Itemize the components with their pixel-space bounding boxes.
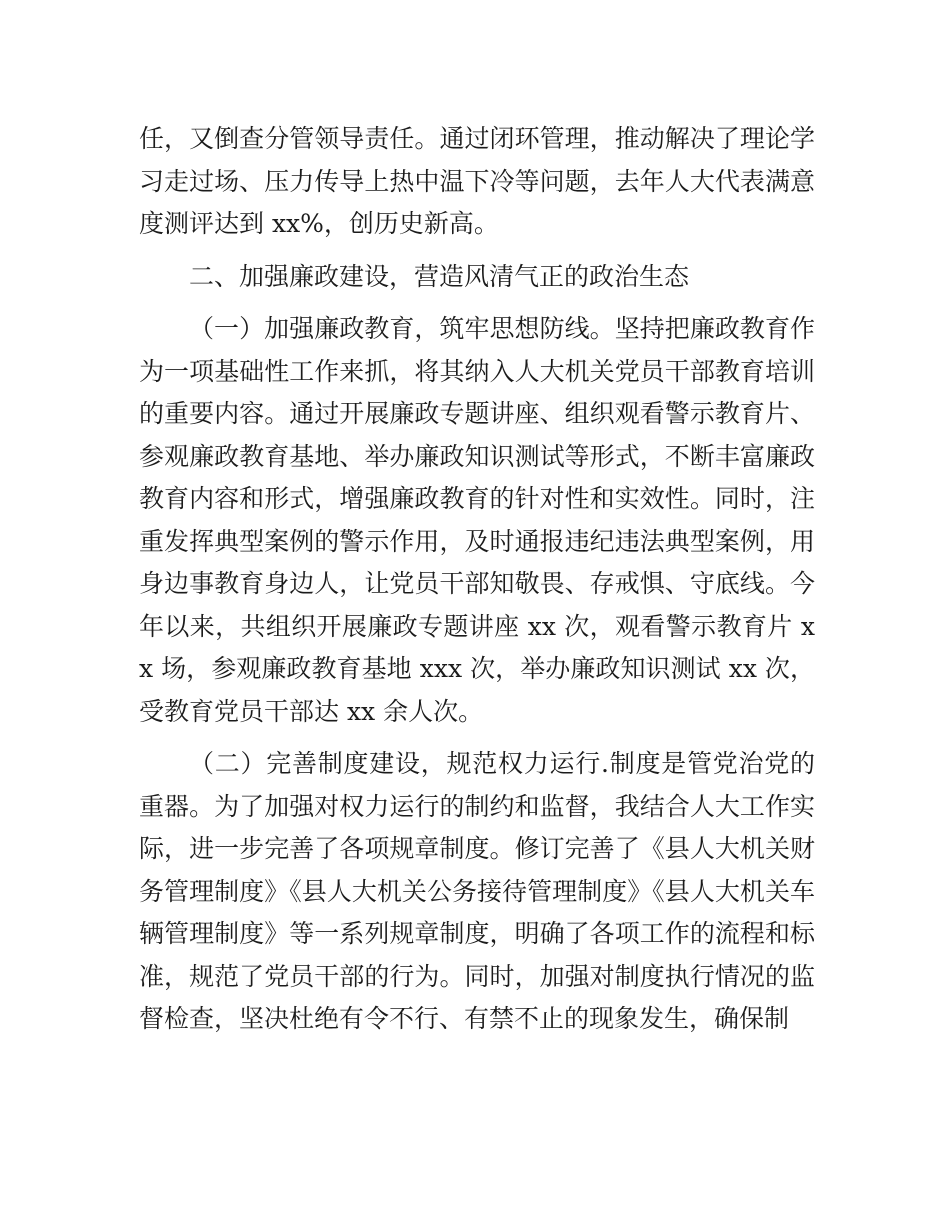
paragraph-continuation: 任，又倒查分管领导责任。通过闭环管理，推动解决了理论学习走过场、压力传导上热中温下冷等问题，去年人大代表满意度测评达到 xx%，创历史新高。 — [139, 124, 815, 238]
document-body — [139, 118, 815, 1041]
paragraph-sub-item-1: （一）加强廉政教育，筑牢思想防线。坚持把廉政教育作为一项基础性工作来抓，将其纳入人大机关党员干部教育培训的重要内容。通过开展廉政专题讲座、组织观看警示教育片、参观廉政教育基地、举办廉政知识测试等形式，不断丰富廉政教育内容和形式，增强廉政教育的针对性和实效性。同时，注重发挥典型案例的警示作用，及时通报违纪违法典型案例，用身边事教育身边人，让党员干部知敬畏、存戒惧、守底线。今年以来，共组织开展廉政专题讲座 xx 次，观看警示教育片 xx 场，参观廉政教育基地 xxx 次，举办廉政知识测试 xx 次，受教育党员干部达 xx 余人次。 — [139, 314, 815, 726]
paragraph-sub-item-2: （二）完善制度建设，规范权力运行.制度是管党治党的重器。为了加强对权力运行的制约和监督，我结合人大工作实际，进一步完善了各项规章制度。修订完善了《县人大机关财务管理制度》《县人大机关公务接待管理制度》《县人大机关车辆管理制度》等一系列规章制度，明确了各项工作的流程和标准，规范了党员干部的行为。同时，加强对制度执行情况的监督检查，坚决杜绝有令不行、有禁不止的现象发生，确保制 — [139, 749, 815, 1033]
section-heading: 二、加强廉政建设，营造风清气正的政治生态 — [189, 261, 690, 291]
